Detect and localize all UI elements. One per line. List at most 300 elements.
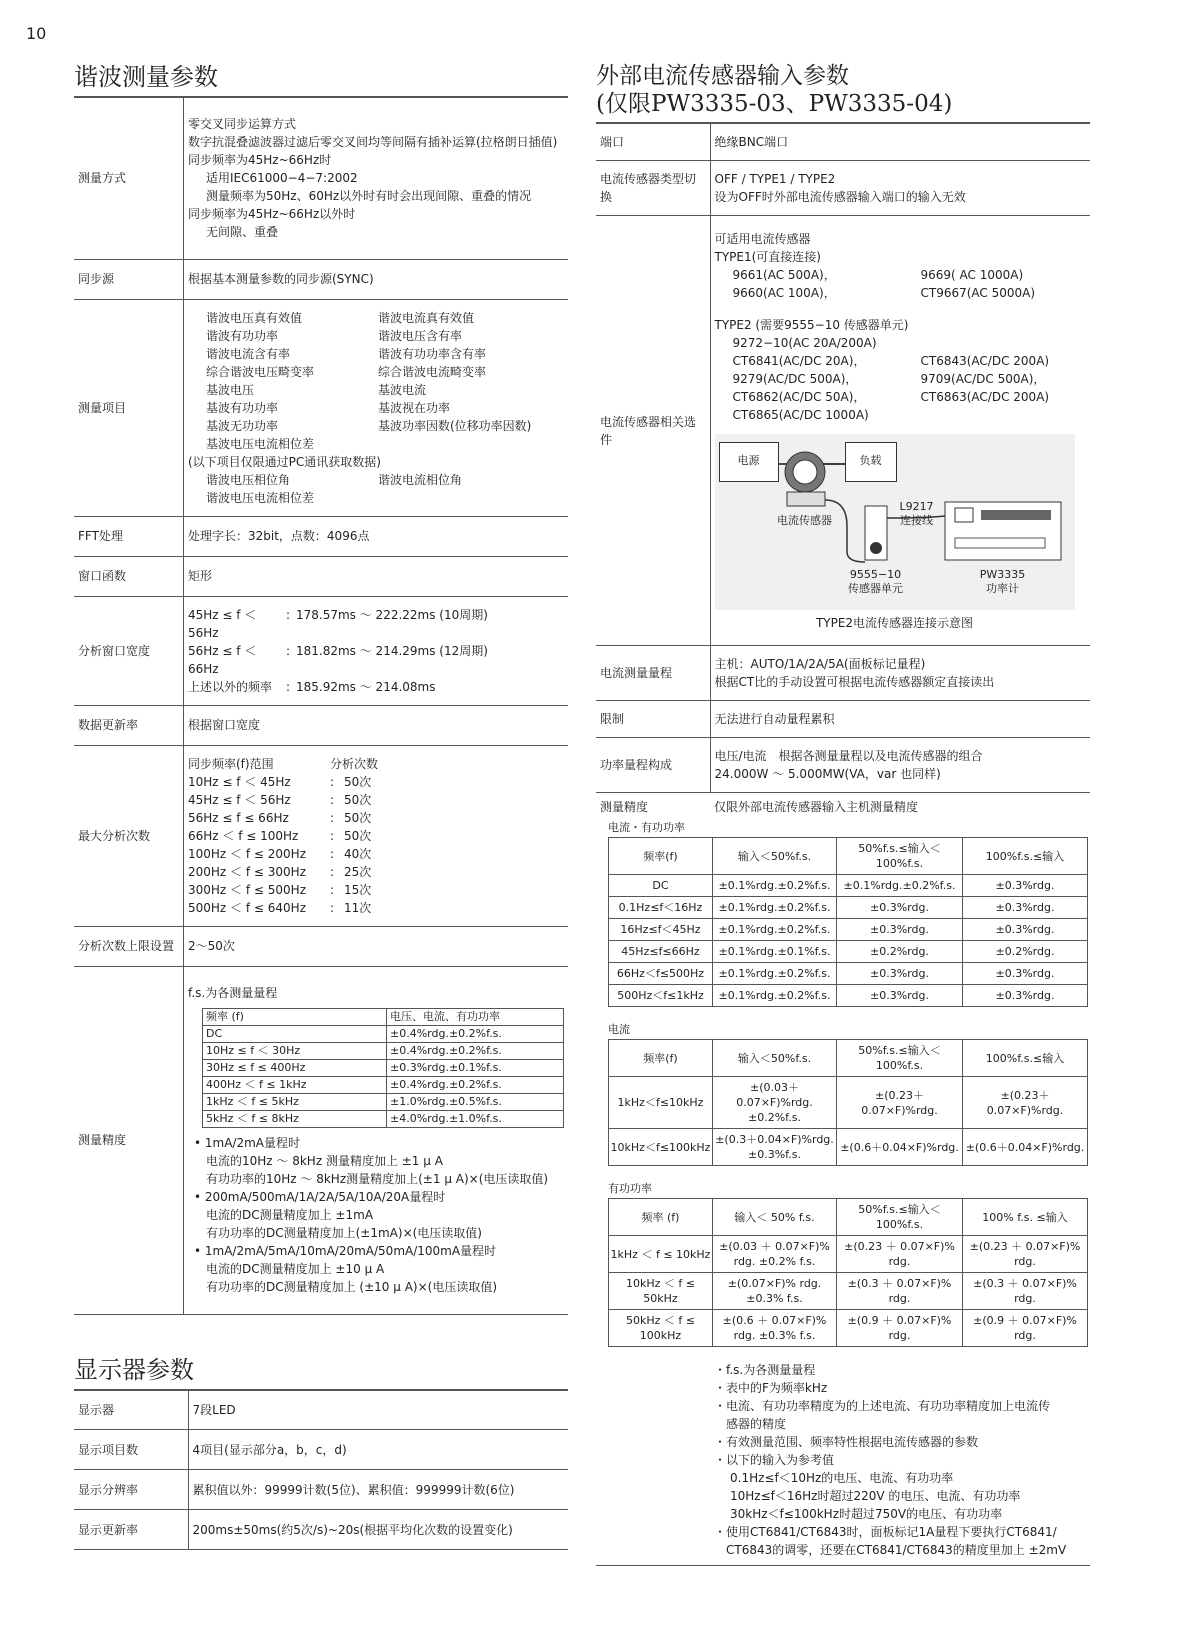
spec-key: FFT处理 [74,516,184,556]
header-cell: 输入＜50%f.s. [713,1040,837,1077]
width-row [188,606,564,642]
item: 谐波电流相位角 [378,472,463,487]
text-line: 主机：AUTO/1A/2A/5A(面板标记量程) [714,657,926,671]
item: 基波功率因数(位移功率因数) [378,418,532,433]
freq: 56Hz ≤ f ≤ 66Hz [188,810,289,825]
table-row [609,985,1088,1007]
table-header [203,1009,564,1026]
spec-value: 200ms±50ms(约5次/s)~20s(根据平均化次数的设置变化) [188,1510,568,1550]
cell: ±0.3%rdg. [963,963,1088,985]
spec-row [74,1430,568,1470]
spec-row-method [74,97,568,259]
table-header [609,1199,1088,1236]
item: 谐波电压含有率 [378,328,463,343]
item-pair [188,309,564,327]
diagram-caption: TYPE2电流传感器连接示意图 [815,615,974,630]
header-cell: 100% f.s. ≤输入 [963,1199,1088,1236]
spec-value: 根据窗口宽度 [184,705,569,745]
item: 综合谐波电流畸变率 [378,364,487,379]
cell: DC [203,1026,387,1043]
cell: ±0.2%rdg. [963,941,1088,963]
cell: 0.1Hz≤f＜16Hz [609,897,713,919]
val: 25次 [344,864,372,879]
bullet-line: 有功功率的10Hz ～ 8kHz测量精度加上(±1 μ A)×(电压读取值) [206,1172,549,1186]
spec-key: 电流传感器相关选件 [596,216,710,646]
sensor: 9660(AC 100A)， [732,285,836,300]
text-line: 零交叉同步运算方式 [188,117,297,132]
sensor: CT6863(AC/DC 200A) [920,389,1050,404]
table-row [203,1060,564,1077]
item-note: (以下项目仅限通过PC通讯获取数据) [188,454,381,469]
freq: 上述以外的频率 [188,679,273,694]
header: 同步频率(f)范围 [188,756,274,771]
spec-row-upper [74,926,568,966]
spec-row-port [596,123,1090,161]
power-label: 电源 [737,453,760,467]
val: 50次 [344,810,372,825]
val: 11次 [344,900,372,915]
bullet: • 1mA/2mA量程时 [194,1136,301,1150]
text-line: 同步频率为45Hz~66Hz以外时 [188,207,356,222]
sensor: 9709(AC/DC 500A)， [920,371,1046,386]
table-row [203,1077,564,1094]
item: 谐波电流含有率 [206,346,291,361]
sensor-pair [715,370,1087,388]
val: 50次 [344,792,372,807]
val: 50次 [344,774,372,789]
load-label: 负载 [859,453,882,467]
spec-key: 显示分辨率 [74,1470,188,1510]
harmonic-accuracy-table [202,1008,564,1128]
spec-key: 端口 [596,123,710,161]
table-row [203,1111,564,1128]
cell: 16Hz≤f＜45Hz [609,919,713,941]
note: ・有效测量范围、频率特性根据电流传感器的参数 [714,1435,979,1449]
spec-row-accuracy [74,966,568,1314]
cell: ±0.1%rdg.±0.2%f.s. [713,897,837,919]
item-pair [188,363,564,381]
spec-key: 分析次数上限设置 [74,926,184,966]
freq: 66Hz ＜ f ≤ 100Hz [188,828,299,843]
table-row [609,1236,1088,1273]
sensor: CT6841(AC/DC 20A)， [732,353,866,368]
meter-label: 功率计 [986,581,1019,595]
cell: ±0.4%rdg.±0.2%f.s. [387,1043,564,1060]
spec-row-update [74,705,568,745]
sensor: 9272−10(AC 20A/200A) [732,335,877,350]
table-row [609,919,1088,941]
freq: 200Hz ＜ f ≤ 300Hz [188,864,306,879]
cell: ±(0.3＋0.04×F)%rdg. ±0.3%f.s. [713,1129,837,1166]
bullet: • 200mA/500mA/1A/2A/5A/10A/20A量程时 [194,1190,446,1204]
text-line: 数字抗混叠滤波器过滤后零交叉间均等间隔有插补运算(拉格朗日插值) [188,135,558,150]
text-line: 无间隙、重叠 [206,225,279,240]
freq: 10Hz ≤ f ＜ 45Hz [188,774,291,789]
spec-row-items [74,299,568,516]
spec-key: 数据更新率 [74,705,184,745]
spec-value [184,97,569,259]
val: 181.82ms ～ 214.29ms (12周期) [296,643,488,658]
bullet-line: 电流的DC测量精度加上 ±10 μ A [206,1262,385,1276]
accuracy-table-current [608,1039,1088,1166]
note: ・表中的F为频率kHz [714,1381,828,1395]
item: 谐波有功功率 [206,328,279,343]
spec-key: 测量项目 [74,299,184,516]
subheading: 电流・有功功率 [608,821,685,834]
freq: 56Hz ≤ f ＜ 66Hz [188,643,257,676]
spec-value: 绝缘BNC端口 [710,123,1090,161]
spec-row-window [74,556,568,596]
header-cell: 输入＜50%f.s. [713,838,837,875]
cell: ±(0.3 ＋ 0.07×F)% rdg. [837,1273,963,1310]
text-line: 适用IEC61000−4−7:2002 [206,171,358,186]
table-row [609,1273,1088,1310]
spec-row-options [596,216,1090,646]
spec-key: 限制 [596,701,710,738]
left-column [74,62,568,1550]
meter-label: PW3335 [979,567,1026,581]
harmonic-title: 谐波测量参数 [74,63,218,91]
cell: ±0.4%rdg.±0.2%f.s. [387,1077,564,1094]
subheading: 有功功率 [608,1182,652,1195]
page-number: 10 [26,24,47,43]
freq: 500Hz ＜ f ≤ 640Hz [188,900,306,915]
spec-key: 功率量程构成 [596,738,710,793]
spec-key: 显示项目数 [74,1430,188,1470]
item: 基波视在功率 [378,400,451,415]
sensor-pair [715,284,1087,302]
cell: 400Hz ＜ f ≤ 1kHz [203,1077,387,1094]
connection-diagram [715,434,1075,610]
item-pair [188,417,564,435]
cell: 45Hz≤f≤66Hz [609,941,713,963]
cell: ±0.3%rdg. [837,919,963,941]
cell: DC [609,875,713,897]
cable-label: L9217 [899,499,934,513]
cell: ±4.0%rdg.±1.0%f.s. [387,1111,564,1128]
spec-key: 显示器 [74,1390,188,1430]
item: 谐波电流真有效值 [378,310,475,325]
sensor: 9669( AC 1000A) [920,267,1024,282]
sensor: 9661(AC 500A)， [732,267,836,282]
text-line: 24.000W ～ 5.000MW(VA，var 也同样) [714,767,941,781]
cell: ±0.1%rdg.±0.2%f.s. [713,985,837,1007]
spec-value [710,738,1090,793]
item-pair [188,471,564,489]
cell: ±0.1%rdg.±0.2%f.s. [713,875,837,897]
val: 178.57ms ～ 222.22ms (10周期) [296,607,488,622]
header: 分析次数 [330,756,379,771]
table-row [609,1129,1088,1166]
item-pair [188,327,564,345]
cell: ±0.1%rdg.±0.2%f.s. [713,919,837,941]
sep: : [286,679,291,694]
spec-key: 窗口函数 [74,556,184,596]
bullet-line: 有功功率的DC测量精度加上 (±10 μ A)×(电压读取值) [206,1280,498,1294]
bullet-line: 电流的10Hz ～ 8kHz 测量精度加上 ±1 μ A [206,1154,443,1168]
item-pair [188,381,564,399]
cell: 50kHz ＜ f ≤ 100kHz [609,1310,713,1347]
header-cell: 频率 (f) [609,1199,713,1236]
cable-label: 连接线 [900,513,933,527]
header-cell: 电压、电流、有功功率 [387,1009,564,1026]
table-row [609,1310,1088,1347]
spec-key: 同步源 [74,259,184,299]
bullet-line: 有功功率的DC测量精度加上(±1mA)×(电压读取值) [206,1226,482,1240]
spec-key: 分析窗口宽度 [74,596,184,705]
item: 基波电流 [378,382,427,397]
spec-row-maxorder [74,745,568,926]
spec-row-width [74,596,568,705]
cell: ±0.3%rdg.±0.1%f.s. [387,1060,564,1077]
cell: 1kHz＜f≤10kHz [609,1077,713,1129]
spec-row-sync [74,259,568,299]
note-line: 30kHz＜f≤100kHz时超过750V的电压、有功功率 [730,1507,1003,1521]
spec-value: 仅限外部电流传感器输入主机测量精度 [714,799,919,814]
text-line: 可适用电流传感器 [714,231,811,246]
freq: 45Hz ≤ f ＜ 56Hz [188,792,291,807]
table-row [609,963,1088,985]
sep: : [286,607,291,622]
spec-key: 最大分析次数 [74,745,184,926]
sensor: CT9667(AC 5000A) [920,285,1036,300]
spec-value: 7段LED [188,1390,568,1430]
cell: ±0.3%rdg. [963,985,1088,1007]
maxorder-row: 66Hz ＜ f ≤ 100Hz : 50次 [188,828,372,843]
spec-value: 4项目(显示部分a，b，c，d) [188,1430,568,1470]
val: 40次 [344,846,372,861]
accuracy-table-power [608,1198,1088,1347]
cell: ±(0.23＋0.07×F)%rdg. [963,1077,1088,1129]
spec-value: 根据基本测量参数的同步源(SYNC) [184,259,569,299]
cell: ±0.3%rdg. [963,875,1088,897]
header-cell: 100%f.s.≤输入 [963,838,1088,875]
item: 谐波电压真有效值 [206,310,303,325]
spec-key: 电流传感器类型切换 [596,161,710,216]
spec-value [184,966,569,1314]
item: 基波电压 [206,382,255,397]
header-cell: 输入＜ 50% f.s. [713,1199,837,1236]
header-cell: 50%f.s.≤输入＜100%f.s. [837,838,963,875]
item: 谐波有功功率含有率 [378,346,487,361]
maxorder-row: 300Hz ＜ f ≤ 500Hz : 15次 [188,882,372,897]
text-line: TYPE2 (需要9555−10 传感器单元) [714,317,909,332]
val: 50次 [344,828,372,843]
note: ・使用CT6841/CT6843时，面板标记1A量程下要执行CT6841/ [714,1525,1057,1539]
note-line: CT6843的调零，还要在CT6841/CT6843的精度里加上 ±2mV [726,1543,1067,1557]
table-header [609,1040,1088,1077]
table-row [203,1026,564,1043]
note: ・以下的输入为参考值 [714,1453,835,1467]
spec-value: 无法进行自动量程累积 [710,701,1090,738]
accuracy-heading [596,793,1090,819]
val: 15次 [344,882,372,897]
item: 谐波电压电流相位差 [206,490,315,505]
text-line: 同步频率为45Hz~66Hz时 [188,153,332,168]
spec-key: 测量精度 [74,966,184,1314]
spec-value [184,596,569,705]
cell: ±(0.03＋0.07×F)%rdg. ±0.2%f.s. [713,1077,837,1129]
table-row [203,1094,564,1111]
header-cell: 频率(f) [609,838,713,875]
width-row [188,678,564,696]
text-line: OFF / TYPE1 / TYPE2 [714,172,836,186]
spec-value [710,161,1090,216]
spec-value: 累积值以外：99999计数(5位)、累积值：999999计数(6位) [188,1470,568,1510]
subheading: 电流 [608,1023,630,1036]
cell: ±1.0%rdg.±0.5%f.s. [387,1094,564,1111]
cell: 10kHz ＜ f ≤ 50kHz [609,1273,713,1310]
item: 综合谐波电压畸变率 [206,364,315,379]
spec-row-range [596,646,1090,701]
cell: ±(0.3 ＋ 0.07×F)% rdg. [963,1273,1088,1310]
text-line: TYPE1(可直接连接) [714,249,821,264]
cell: ±(0.9 ＋ 0.07×F)% rdg. [963,1310,1088,1347]
spec-key: 测量精度 [600,799,649,814]
spec-value: 处理字长：32bit，点数：4096点 [184,516,569,556]
display-title: 显示器参数 [74,1355,194,1384]
sensor-pair [715,352,1087,370]
cell: ±0.4%rdg.±0.2%f.s. [387,1026,564,1043]
maxorder-row: 10Hz ≤ f ＜ 45Hz : 50次 [188,774,372,789]
cell: ±(0.23 ＋ 0.07×F)% rdg. [963,1236,1088,1273]
cell: ±(0.23＋0.07×F)%rdg. [837,1077,963,1129]
sensor: CT6843(AC/DC 200A) [920,353,1050,368]
item: 基波无功功率 [206,418,279,433]
note: ・电流、有功功率精度为的上述电流、有功功率精度加上电流传 [714,1399,1051,1413]
cell: ±0.1%rdg.±0.2%f.s. [713,963,837,985]
sensor-label: 电流传感器 [777,513,832,527]
table-row [609,897,1088,919]
text-line: 电压/电流 根据各测量量程以及电流传感器的组合 [714,749,983,763]
text-line: 根据CT比的手动设置可根据电流传感器额定直接读出 [714,675,995,689]
cell: ±0.3%rdg. [963,919,1088,941]
val: 185.92ms ～ 214.08ms [296,679,436,694]
note-line: 感器的精度 [726,1417,787,1431]
item: 基波有功功率 [206,400,279,415]
header-cell: 50%f.s.≤输入＜100%f.s. [837,1199,963,1236]
maxorder-row: 500Hz ＜ f ≤ 640Hz : 11次 [188,900,372,915]
spec-row [74,1390,568,1430]
text-line: 设为OFF时外部电流传感器输入端口的输入无效 [714,190,966,204]
spec-value: 矩形 [184,556,569,596]
cell: 1kHz ＜ f ≤ 10kHz [609,1236,713,1273]
cell: 30Hz ≤ f ≤ 400Hz [203,1060,387,1077]
cell: ±0.3%rdg. [963,897,1088,919]
cell: ±(0.23 ＋ 0.07×F)% rdg. [837,1236,963,1273]
spec-value [710,646,1090,701]
text-line: 测量频率为50Hz、60Hz以外时有时会出现间隙、重叠的情况 [206,189,532,204]
header-cell: 频率 (f) [203,1009,387,1026]
note-line: 10Hz≤f＜16Hz时超过220V 的电压、电流、有功功率 [730,1489,1021,1503]
sensor: CT6862(AC/DC 50A)， [732,389,866,404]
maxorder-row: 200Hz ＜ f ≤ 300Hz : 25次 [188,864,372,879]
display-spec-table [74,1389,568,1551]
item: 基波电压电流相位差 [206,436,315,451]
cell: 10Hz ≤ f ＜ 30Hz [203,1043,387,1060]
accuracy-table-current-power [608,837,1088,1007]
spec-value [184,745,569,926]
cell: ±(0.9 ＋ 0.07×F)% rdg. [837,1310,963,1347]
cell: ±(0.6 ＋ 0.07×F)% rdg. ±0.3% f.s. [713,1310,837,1347]
cell: 500Hz＜f≤1kHz [609,985,713,1007]
spec-row-power [596,738,1090,793]
unit-label: 传感器单元 [848,581,903,595]
external-notes [596,1361,1090,1566]
spec-row [74,1510,568,1550]
header-cell: 100%f.s.≤输入 [963,1040,1088,1077]
cell: ±(0.6＋0.04×F)%rdg. [837,1129,963,1166]
cell: ±(0.6＋0.04×F)%rdg. [963,1129,1088,1166]
spec-row-fft [74,516,568,556]
spec-value [184,299,569,516]
cell: 10kHz＜f≤100kHz [609,1129,713,1166]
width-row [188,642,564,678]
cell: ±(0.03 ＋ 0.07×F)% rdg. ±0.2% f.s. [713,1236,837,1273]
spec-key: 测量方式 [74,97,184,259]
header-cell: 50%f.s.≤输入＜100%f.s. [837,1040,963,1077]
spec-row-type [596,161,1090,216]
external-spec-table [596,122,1090,793]
table-row [609,941,1088,963]
cell: ±0.3%rdg. [837,897,963,919]
spec-value [710,216,1090,646]
cell: ±0.2%rdg. [837,941,963,963]
note-line: 0.1Hz≤f＜10Hz的电压、电流、有功功率 [730,1471,954,1485]
spec-key: 电流测量量程 [596,646,710,701]
spec-row-limit [596,701,1090,738]
cell: ±0.1%rdg.±0.1%f.s. [713,941,837,963]
external-subtitle: (仅限PW3335-03、PW3335-04) [596,91,953,117]
sensor-pair [715,388,1087,406]
bullet: • 1mA/2mA/5mA/10mA/20mA/50mA/100mA量程时 [194,1244,497,1258]
unit-label: 9555−10 [849,567,902,581]
item-pair [188,345,564,363]
maxorder-row: 45Hz ≤ f ＜ 56Hz : 50次 [188,792,372,807]
harmonic-spec-table [74,96,568,1315]
cell: ±(0.07×F)% rdg. ±0.3% f.s. [713,1273,837,1310]
right-column [596,62,1090,1566]
sensor-pair [715,266,1087,284]
sensor: 9279(AC/DC 500A)， [732,371,858,386]
note: ・f.s.为各测量量程 [714,1363,816,1377]
maxorder-row: 56Hz ≤ f ≤ 66Hz : 50次 [188,810,372,825]
spec-value: 2～50次 [184,926,569,966]
table-row [609,875,1088,897]
maxorder-row: 100Hz ＜ f ≤ 200Hz : 40次 [188,846,372,861]
table-header [609,838,1088,875]
bullet-line: 电流的DC测量精度加上 ±1mA [206,1208,374,1222]
cell: 1kHz ＜ f ≤ 5kHz [203,1094,387,1111]
cell: 5kHz ＜ f ≤ 8kHz [203,1111,387,1128]
cell: 66Hz＜f≤500Hz [609,963,713,985]
spec-row [74,1470,568,1510]
table-row [609,1077,1088,1129]
item-pair [188,399,564,417]
external-title: 外部电流传感器输入参数 [596,63,849,89]
sensor: CT6865(AC/DC 1000A) [732,407,869,422]
freq: 45Hz ≤ f ＜ 56Hz [188,607,257,640]
fs-note: f.s.为各测量量程 [188,986,278,1000]
table-row [203,1043,564,1060]
header-cell: 频率(f) [609,1040,713,1077]
cell: ±0.1%rdg.±0.2%f.s. [837,875,963,897]
item: 谐波电压相位角 [206,472,291,487]
cell: ±0.3%rdg. [837,985,963,1007]
maxorder-header [188,755,564,773]
freq: 100Hz ＜ f ≤ 200Hz [188,846,306,861]
cell: ±0.3%rdg. [837,963,963,985]
